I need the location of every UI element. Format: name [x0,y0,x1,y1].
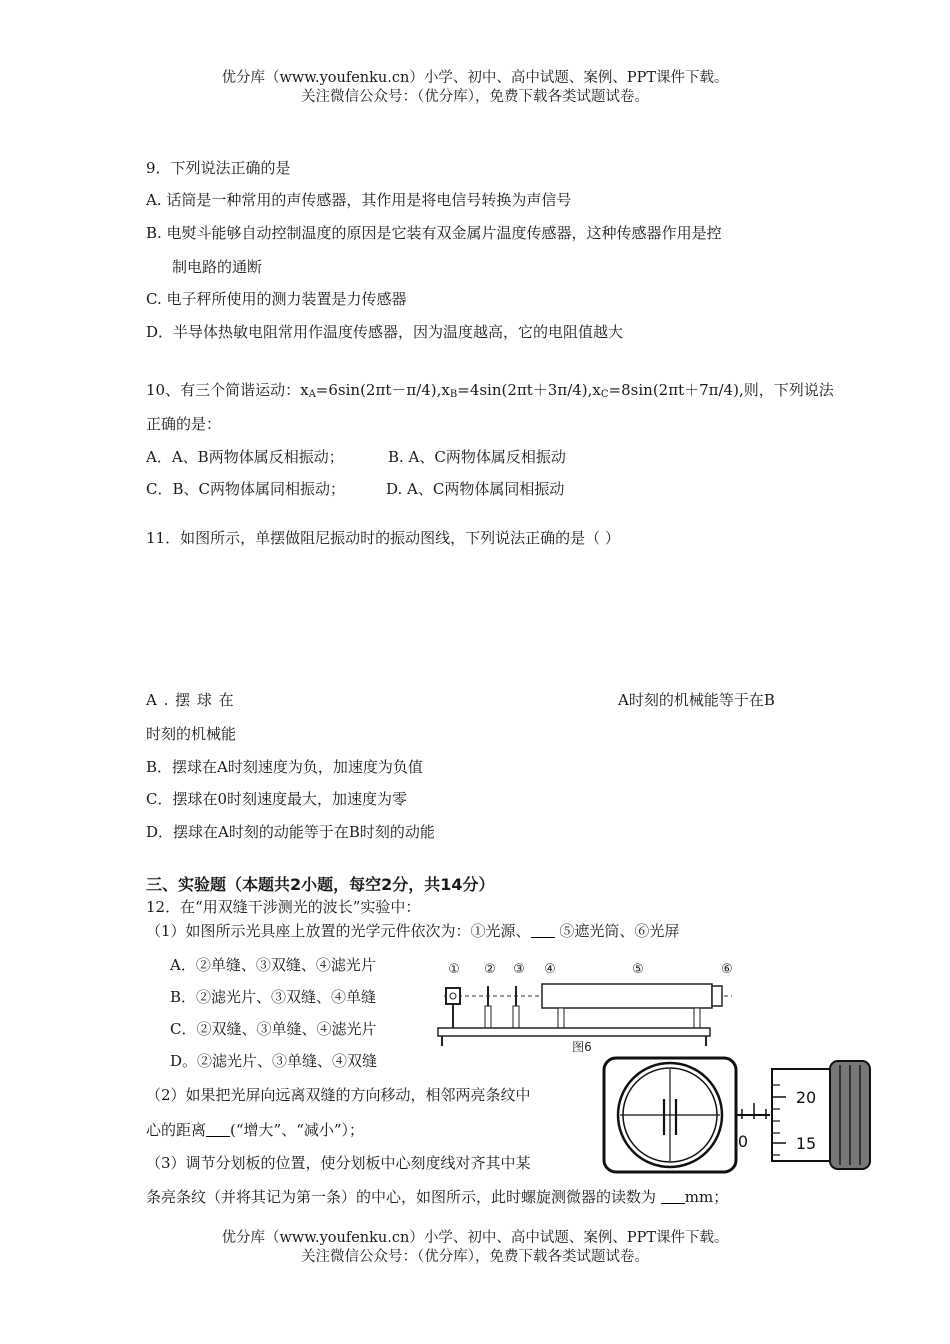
q9-option-c: C. 电子秤所使用的测力装置是力传感器 [146,290,407,308]
q12-part3-line1: （3）调节分划板的位置，使分划板中心刻度线对齐其中某 [146,1154,531,1172]
q11-option-c: C．摆球在0时刻速度最大，加速度为零 [146,790,408,808]
q12-option-a: A．②单缝、③双缝、④滤光片 [170,956,376,974]
figure-6-caption: 图6 [572,1040,592,1054]
screen [712,986,722,1006]
q10-option-b: B. A、C两物体属反相振动 [388,448,566,466]
q10-stem-line2: 正确的是： [146,415,222,433]
q12-part1: （1）如图所示光具座上放置的光学元件依次为：①光源、 ⑤遮光筒、⑥光屏 [146,922,680,940]
q12-option-d: D。②滤光片、③单缝、④双缝 [170,1052,378,1070]
q12-part2-line2: 心的距离 (“增大”、“减小”）； [146,1121,365,1139]
q11-option-a-right: A时刻的机械能等于在B [618,691,775,709]
answer-blank [206,1122,230,1137]
light-shield-tube [542,984,712,1008]
label-1: ① [448,962,460,977]
q9-option-a: A. 话筒是一种常用的声传感器，其作用是将电信号转换为声信号 [146,191,572,209]
bench-rail [438,1028,710,1036]
micrometer-figure [600,1055,880,1175]
q12-stem: 12．在“用双缝干涉测光的波长”实验中： [146,898,421,916]
label-4: ④ [544,962,556,977]
q11-stem: 11．如图所示，单摆做阻尼振动时的振动图线，下列说法正确的是（ ） [146,529,620,547]
q9-option-b-line1: B. 电熨斗能够自动控制温度的原因是它装有双金属片温度传感器，这种传感器作用是控 [146,224,722,242]
optical-bench-figure [432,958,742,1058]
thimble-scale-15: 15 [795,1134,817,1153]
header-line-1: 优分库（www.youfenku.cn）小学、初中、高中试题、案例、PPT课件下载。 [221,70,729,86]
q10-option-d: D. A、C两物体属同相振动 [386,480,565,498]
q9-option-d: D．半导体热敏电阻常用作温度传感器，因为温度越高，它的电阻值越大 [146,323,624,341]
q10-stem: 10、有三个简谐运动：$x_A=6\sin(2\pi t-\pi/4),x_B=4\sin(2\pi t+3\pi/4),x_C=8\sin(2\pi t+7\pi/4)$,则，下列说法 [146,381,834,400]
thimble-scale-20: 20 [795,1088,817,1107]
q10-option-c: C．B、C两物体属同相振动； [146,480,345,498]
q11-option-a-left: A . 摆 球 在 [146,691,235,709]
q11-option-b: B．摆球在A时刻速度为负，加速度为负值 [146,758,423,776]
label-5: ⑤ [632,962,644,977]
label-3: ③ [513,962,525,977]
q9-option-b-line2: 制电路的通断 [172,258,263,276]
q11-option-d: D．摆球在A时刻的动能等于在B时刻的动能 [146,823,435,841]
answer-blank [661,1189,685,1204]
footer-line-2: 关注微信公众号：（优分库），免费下载各类试题试卷。 [301,1249,649,1265]
main-scale-zero: 0 [737,1132,749,1151]
q11-option-a-line2: 时刻的机械能 [146,725,237,743]
section-3-title: 三、实验题（本题共2小题，每空2分，共14分） [146,875,495,894]
q12-part2-line1: （2）如果把光屏向远离双缝的方向移动，相邻两亮条纹中 [146,1086,531,1104]
header-line-2: 关注微信公众号：（优分库），免费下载各类试题试卷。 [301,89,649,105]
q9-stem: 9．下列说法正确的是 [146,159,291,177]
q12-part3-line2: 条亮条纹（并将其记为第一条）的中心，如图所示，此时螺旋测微器的读数为 mm； [146,1188,729,1206]
q12-option-c: C．②双缝、③单缝、④滤光片 [170,1020,377,1038]
answer-blank [531,923,555,938]
q12-option-b: B．②滤光片、③双缝、④单缝 [170,988,377,1006]
q10-option-a: A．A、B两物体属反相振动； [146,448,344,466]
label-6: ⑥ [721,962,733,977]
footer-line-1: 优分库（www.youfenku.cn）小学、初中、高中试题、案例、PPT课件下载。 [221,1230,729,1246]
label-2: ② [484,962,496,977]
light-source-bulb [450,993,456,999]
